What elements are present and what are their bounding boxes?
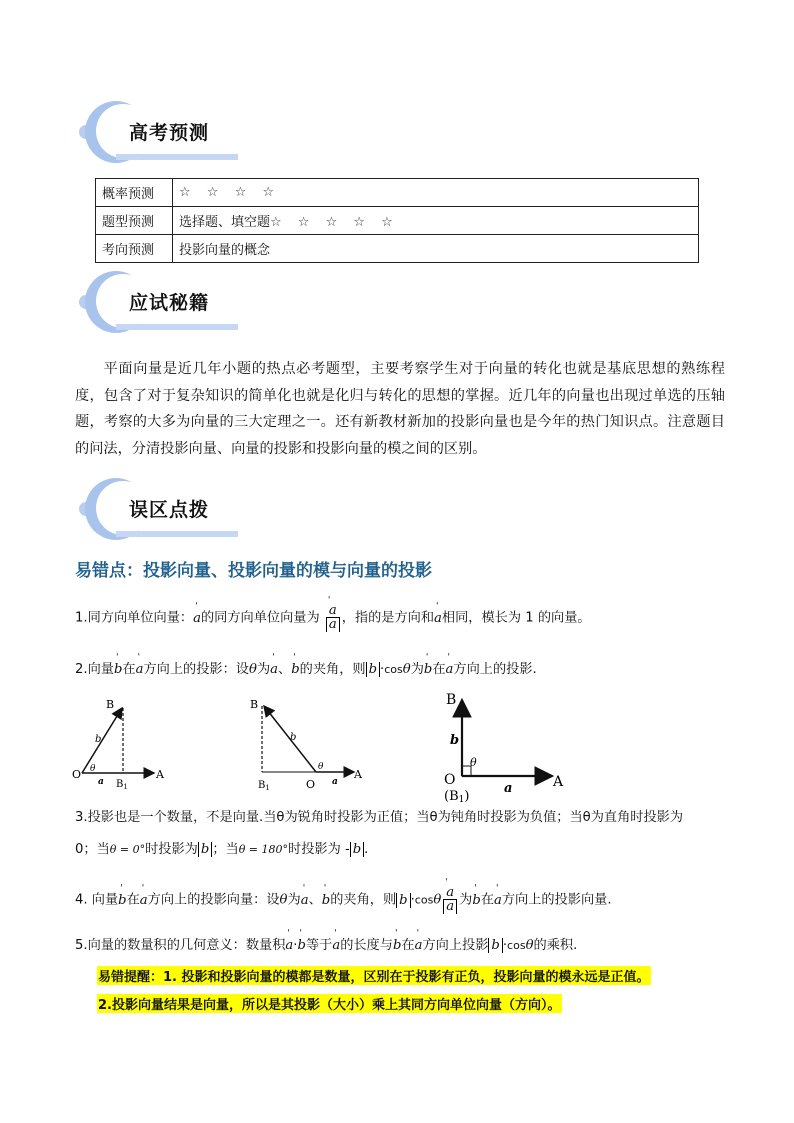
text: 在 <box>126 892 140 908</box>
label-text: B <box>116 779 124 790</box>
vector-a: a <box>326 617 340 632</box>
vector-b: ' b <box>114 662 122 677</box>
section-header-mistakes <box>78 473 258 545</box>
section-title: 高考预测 <box>129 122 210 144</box>
text: ，指的是方向和 <box>341 610 435 626</box>
item-2 <box>75 658 537 677</box>
label-text: (B <box>444 789 459 804</box>
label-sub: 1 <box>123 783 128 790</box>
star-rating: ☆ ☆ ☆ ☆ ☆ <box>270 215 399 230</box>
text: 在 <box>122 662 136 677</box>
vector-a: ' a <box>434 611 442 626</box>
text: 4. 向量 <box>75 892 119 908</box>
theta: θ <box>433 892 442 908</box>
text: 相同，模长为 1 的向量。 <box>441 610 591 626</box>
text: 为 <box>459 892 473 908</box>
label-sub: 1 <box>265 784 270 792</box>
warning-2: 2.投影向量结果是向量，所以是其投影（大小）乘上其同方向单位向量（方向）。 <box>97 994 562 1013</box>
dot: · <box>293 938 298 953</box>
vector-a: ' a <box>494 893 502 908</box>
text: 为 <box>410 662 424 677</box>
item-3-line-2 <box>75 838 368 857</box>
theta: θ <box>402 662 411 677</box>
forecast-table <box>95 178 699 263</box>
text: 时投影为 - <box>288 842 350 857</box>
label-text: B <box>258 780 266 791</box>
text: 时投影为 <box>145 842 198 857</box>
cos: cos <box>414 893 434 907</box>
vector-a: ' a <box>136 662 144 677</box>
label-O: O <box>72 768 82 781</box>
subheading: 易错点：投影向量、投影向量的模与向量的投影 <box>75 561 432 581</box>
item-1 <box>75 604 591 631</box>
text: 的夹角，则 <box>330 892 397 908</box>
text: 等于 <box>305 938 333 953</box>
label-B1 <box>444 789 469 804</box>
theta: θ <box>279 892 288 908</box>
label-a: a <box>504 781 513 796</box>
text: 为 <box>287 892 301 908</box>
table-cell-key: 考向预测 <box>96 235 173 263</box>
cos: cos <box>507 939 526 952</box>
section-title: 误区点拨 <box>129 499 210 521</box>
table-row <box>96 207 699 235</box>
text: 在 <box>432 662 446 677</box>
label-sub: 1 <box>458 795 465 804</box>
figure-acute-projection <box>70 698 170 790</box>
text: 0；当 <box>75 842 110 857</box>
unit-vector-fraction <box>443 886 457 913</box>
vector-a: a <box>443 899 457 914</box>
cos: cos <box>384 663 403 676</box>
label-A: A <box>156 768 164 781</box>
table-cell-key: 题型预测 <box>96 207 173 235</box>
label-theta: θ <box>318 762 324 772</box>
dot: · <box>410 892 415 908</box>
text: ；当 <box>212 842 239 857</box>
text: 的夹角，则 <box>299 662 366 677</box>
table-cell-key: 概率预测 <box>96 179 173 207</box>
label-B: B <box>250 698 259 711</box>
label-theta: θ <box>90 764 96 774</box>
vector-a: ' a <box>415 938 423 953</box>
section-title: 应试秘籍 <box>129 292 210 314</box>
text: 方向上的投影. <box>453 662 537 677</box>
vector-a: ' a <box>140 893 148 908</box>
table-cell-value <box>173 207 699 235</box>
dot: · <box>380 662 385 677</box>
vector-a: ' a <box>270 662 278 677</box>
label-theta: θ <box>470 756 477 769</box>
theta: θ <box>248 662 257 677</box>
vector-a: ' a <box>446 662 454 677</box>
cell-text: 投影向量的概念 <box>179 243 271 258</box>
vector-a: ' a <box>326 604 340 618</box>
text: 的长度与 <box>340 938 393 953</box>
table-row <box>96 235 699 263</box>
theta-zero: θ = 0° <box>109 843 146 856</box>
text: 方向上的投影向量：设 <box>147 892 280 908</box>
label-a: a <box>332 777 338 787</box>
label-A: A <box>354 768 362 781</box>
section-header-secrets <box>78 266 258 338</box>
theta: θ <box>525 938 534 953</box>
vector-b-magnitude: b <box>366 662 380 677</box>
text: 5.向量的数量积的几何意义：数量积 <box>75 938 286 953</box>
label-a: a <box>98 777 104 787</box>
label-O: O <box>306 778 316 791</box>
vector-a: ' a <box>301 893 309 908</box>
text: 2.向量 <box>75 662 114 677</box>
vector-b: ' b <box>322 893 330 908</box>
vector-a: ' a <box>443 886 457 900</box>
vector-b-magnitude: b <box>350 842 364 857</box>
text: 的乘积. <box>533 938 578 953</box>
label-B: B <box>106 698 115 711</box>
vector-a: ' a <box>332 938 340 953</box>
text: 的同方向单位向量为 <box>200 610 320 626</box>
vector-b: ' b <box>291 662 299 677</box>
table-row <box>96 179 699 207</box>
vector-b: ' b <box>118 893 126 908</box>
item-5 <box>75 934 577 953</box>
text: 在 <box>401 938 415 953</box>
label-O: O <box>444 772 456 788</box>
text: 在 <box>480 892 494 908</box>
item-4 <box>75 886 612 913</box>
cell-text: 选择题、填空题 <box>179 215 271 230</box>
vector-b-magnitude: b <box>396 893 410 908</box>
figure-obtuse-projection <box>246 694 366 794</box>
text: 方向上的投影向量. <box>501 892 612 908</box>
vector-a: ' a <box>285 938 293 953</box>
theta-180: θ = 180° <box>238 843 289 856</box>
text: 、 <box>308 892 322 908</box>
paragraph-text: 平面向量是近几年小题的热点必考题型，主要考察学生对于向量的转化也就是基底思想的熟练程度，包含了对于复杂知识的简单化也就是化归与转化的思想的掌握。近几年的向量也出现过单选的压轴题，考察的大多为向量的三大定理之一。还有新教材新加的投影向量也是今年的热门知识点。注意题目的问法，分清投影向量、向量的投影和投影向量的模之间的区别。 <box>75 361 725 457</box>
text: . <box>364 842 369 857</box>
vector-b-magnitude: b <box>488 938 502 953</box>
label-B: B <box>446 692 457 708</box>
text: 方向上的投影：设 <box>143 662 249 677</box>
vector-b: ' b <box>297 938 305 953</box>
vector-b-line <box>82 708 122 773</box>
warning-1: 易错提醒：1. 投影和投影向量的模都是数量，区别在于投影有正负，投影向量的模永远是正值。 <box>97 966 651 985</box>
label-A: A <box>553 774 564 790</box>
label-close: ) <box>464 789 470 804</box>
label-B1 <box>116 779 128 790</box>
vector-b: ' b <box>393 938 401 953</box>
vector-b: ' b <box>424 662 432 677</box>
text: 1.同方向单位向量： <box>75 610 194 626</box>
text: 为 <box>256 662 271 677</box>
section-header-forecast <box>78 96 258 168</box>
label-b: b <box>95 734 102 745</box>
text: 方向上投影 <box>422 938 489 953</box>
figure-right-angle-projection <box>438 684 578 804</box>
vector-a: ' a <box>193 611 201 626</box>
label-B1 <box>258 780 270 792</box>
label-b: b <box>450 733 460 748</box>
vector-b: ' b <box>472 893 480 908</box>
intro-paragraph <box>75 356 725 462</box>
table-cell-value <box>173 179 699 207</box>
table-cell-value <box>173 235 699 263</box>
text: 、 <box>278 662 292 677</box>
label-b: b <box>290 732 297 743</box>
vector-b-magnitude: b <box>198 842 212 857</box>
star-rating: ☆ ☆ ☆ ☆ <box>179 185 281 200</box>
item-3-line-1: 3.投影也是一个数量，不是向量.当θ为锐角时投影为正值；当θ为钝角时投影为负值；当θ为直角时投影为 <box>75 810 684 825</box>
unit-vector-fraction <box>326 604 340 631</box>
dot: · <box>502 938 508 953</box>
